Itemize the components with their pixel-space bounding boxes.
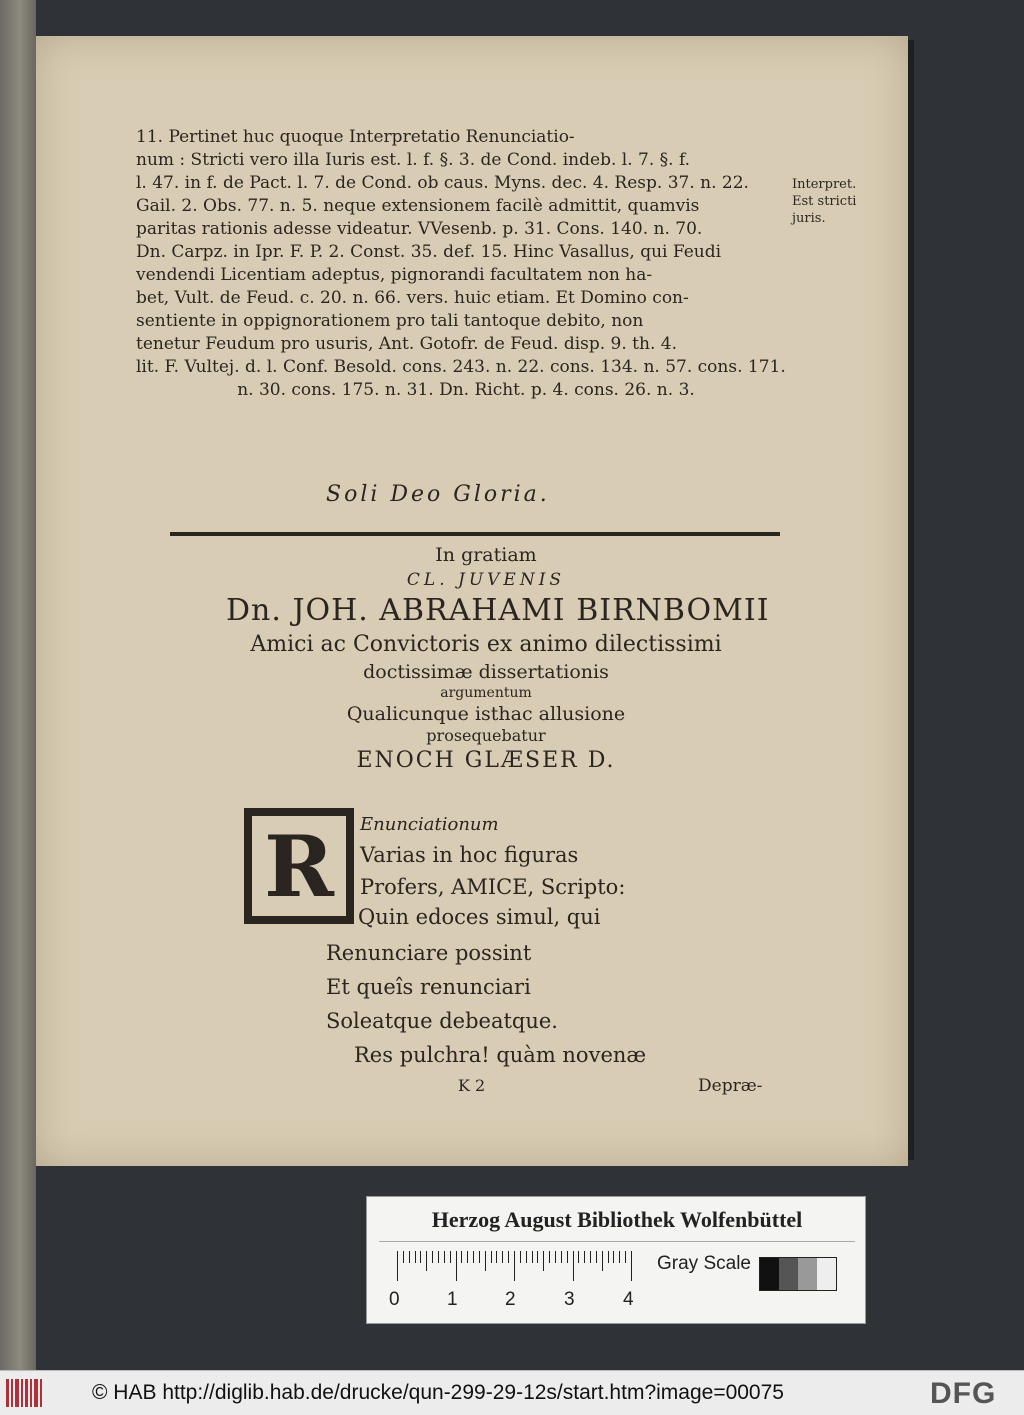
gray-scale-label: Gray Scale xyxy=(657,1253,751,1274)
book-edge xyxy=(0,0,36,1370)
ruler-tick xyxy=(514,1251,515,1281)
dedication-line: doctissimæ dissertationis xyxy=(363,661,609,683)
dedication-line: Amici ac Convictoris ex animo dilectissimi xyxy=(250,632,722,657)
dedication-name: Dn. JOH. ABRAHAMI BIRNBOMII xyxy=(226,593,770,628)
ruler-tick xyxy=(596,1251,597,1263)
paragraph-line: 11. Pertinet huc quoque Interpretatio Renunciatio- xyxy=(136,127,575,147)
dedication-line: argumentum xyxy=(440,685,532,701)
ruler-tick xyxy=(543,1251,544,1271)
ruler-number: 4 xyxy=(623,1289,634,1310)
dedication-line: CL. JUVENIS xyxy=(406,570,566,590)
signature-mark: K 2 xyxy=(458,1076,486,1095)
library-name: Herzog August Bibliothek Wolfenbüttel xyxy=(431,1207,803,1232)
catchword: Depræ- xyxy=(698,1076,763,1096)
ruler-tick xyxy=(578,1251,579,1263)
dedication-line: prosequebatur xyxy=(426,726,546,745)
ruler-tick xyxy=(532,1251,533,1263)
ruler-tick xyxy=(479,1251,480,1263)
ruler-tick xyxy=(450,1251,451,1263)
ruler-tick xyxy=(602,1251,603,1271)
gray-swatch xyxy=(798,1258,817,1290)
paragraph-line: Gail. 2. Obs. 77. n. 5. neque extensionem facilè admittit, quamvis xyxy=(136,196,700,216)
ruler-tick xyxy=(613,1251,614,1263)
ruler-tick xyxy=(608,1251,609,1263)
poem-line: Et queîs renunciari xyxy=(326,975,531,999)
label-divider xyxy=(379,1241,855,1242)
ruler-tick xyxy=(403,1251,404,1263)
ruler-tick xyxy=(555,1251,556,1263)
dedication xyxy=(226,542,770,776)
ruler-tick xyxy=(584,1251,585,1263)
ruler-number: 0 xyxy=(389,1289,400,1310)
ruler-tick xyxy=(567,1251,568,1263)
margin-note xyxy=(792,176,882,227)
ruler-tick xyxy=(485,1251,486,1271)
ruler-tick xyxy=(573,1251,574,1281)
poem-line: Enunciationum xyxy=(360,814,499,835)
ruler-tick xyxy=(432,1251,433,1263)
ruler-tick xyxy=(502,1251,503,1263)
ruler-tick xyxy=(426,1251,427,1271)
initial-letter: R xyxy=(252,816,346,916)
paragraph-line: num : Stricti vero illa Iuris est. l. f. §. 3. de Cond. indeb. l. 7. §. f. xyxy=(136,150,691,170)
paragraph-line: sentiente in oppignorationem pro tali tantoque debito, non xyxy=(136,311,644,331)
paragraph-line: l. 47. in f. de Pact. l. 7. de Cond. ob caus. Myns. dec. 4. Resp. 37. n. 22. xyxy=(136,173,749,193)
poem-line: Res pulchra! quàm novenæ xyxy=(354,1043,647,1067)
paragraph-line: bet, Vult. de Feud. c. 20. n. 66. vers. huic etiam. Et Domino con- xyxy=(136,288,689,308)
gray-scale-swatch xyxy=(759,1257,837,1291)
margin-note-line: juris. xyxy=(792,211,826,226)
ruler-tick xyxy=(537,1251,538,1263)
ruler-tick xyxy=(438,1251,439,1263)
ruler-number: 3 xyxy=(564,1289,575,1310)
poem-line: Soleatque debeatque. xyxy=(326,1009,558,1033)
ruler-tick xyxy=(526,1251,527,1263)
ruler-tick xyxy=(473,1251,474,1263)
margin-note-line: Interpret. xyxy=(792,177,857,192)
ruler-number: 2 xyxy=(505,1289,516,1310)
closing-line: Soli Deo Gloria. xyxy=(326,482,550,507)
ruler-tick xyxy=(520,1251,521,1263)
ruler-tick xyxy=(415,1251,416,1263)
ruler-tick xyxy=(508,1251,509,1263)
library-label xyxy=(366,1196,866,1324)
paragraph-line: paritas rationis adesse videatur. VVesenb. p. 31. Cons. 140. n. 70. xyxy=(136,219,703,239)
gray-swatch xyxy=(779,1258,798,1290)
divider xyxy=(170,532,780,536)
poem-line: Profers, AMICE, Scripto: xyxy=(360,875,626,899)
footer-bar xyxy=(0,1370,1024,1415)
paragraph-line: lit. F. Vultej. d. l. Conf. Besold. cons. 243. n. 22. cons. 134. n. 57. cons. 171. xyxy=(136,357,786,377)
ruler-tick xyxy=(496,1251,497,1263)
poem-line: Varias in hoc figuras xyxy=(360,843,579,867)
dedication-line: In gratiam xyxy=(435,544,537,566)
margin-note-line: Est stricti xyxy=(792,194,857,209)
gray-swatch xyxy=(817,1258,836,1290)
copyright-url[interactable]: © HAB http://diglib.hab.de/drucke/qun-299-29-12s/start.htm?image=00075 xyxy=(92,1381,784,1404)
ruler-tick xyxy=(409,1251,410,1263)
paragraph-line: Dn. Carpz. in Ipr. F. P. 2. Const. 35. def. 15. Hinc Vasallus, qui Feudi xyxy=(136,242,722,262)
ruler-numbers xyxy=(389,1289,669,1313)
paragraph-line: n. 30. cons. 175. n. 31. Dn. Richt. p. 4. cons. 26. n. 3. xyxy=(237,380,695,400)
ruler-tick xyxy=(561,1251,562,1263)
page-shadow xyxy=(908,40,914,1160)
ruler-tick xyxy=(467,1251,468,1263)
ruler-tick xyxy=(444,1251,445,1263)
paragraph-line: vendendi Licentiam adeptus, pignorandi facultatem non ha- xyxy=(136,265,653,285)
dedication-line: Qualicunque isthac allusione xyxy=(346,703,626,725)
ruler-tick xyxy=(631,1251,632,1281)
ruler-tick xyxy=(590,1251,591,1263)
poem-line: Quin edoces simul, qui xyxy=(358,905,601,929)
paragraph xyxy=(136,126,796,402)
scale-ruler xyxy=(397,1251,641,1281)
ruler-number: 1 xyxy=(447,1289,458,1310)
ruler-tick xyxy=(619,1251,620,1263)
decorated-initial xyxy=(244,808,354,924)
author-name: ENOCH GLÆSER D. xyxy=(356,748,616,773)
barcode-icon xyxy=(6,1379,46,1407)
ruler-tick xyxy=(456,1251,457,1281)
paragraph-line: tenetur Feudum pro usuris, Ant. Gotofr. de Feud. disp. 9. th. 4. xyxy=(136,334,677,354)
ruler-tick xyxy=(549,1251,550,1263)
ruler-tick xyxy=(397,1251,398,1281)
ruler-tick xyxy=(461,1251,462,1263)
scanned-page xyxy=(36,36,908,1166)
gray-swatch xyxy=(760,1258,779,1290)
ruler-tick xyxy=(420,1251,421,1263)
ruler-tick xyxy=(491,1251,492,1263)
dfg-logo: DFG xyxy=(930,1377,997,1410)
ruler-tick xyxy=(625,1251,626,1263)
poem-line: Renunciare possint xyxy=(326,941,532,965)
